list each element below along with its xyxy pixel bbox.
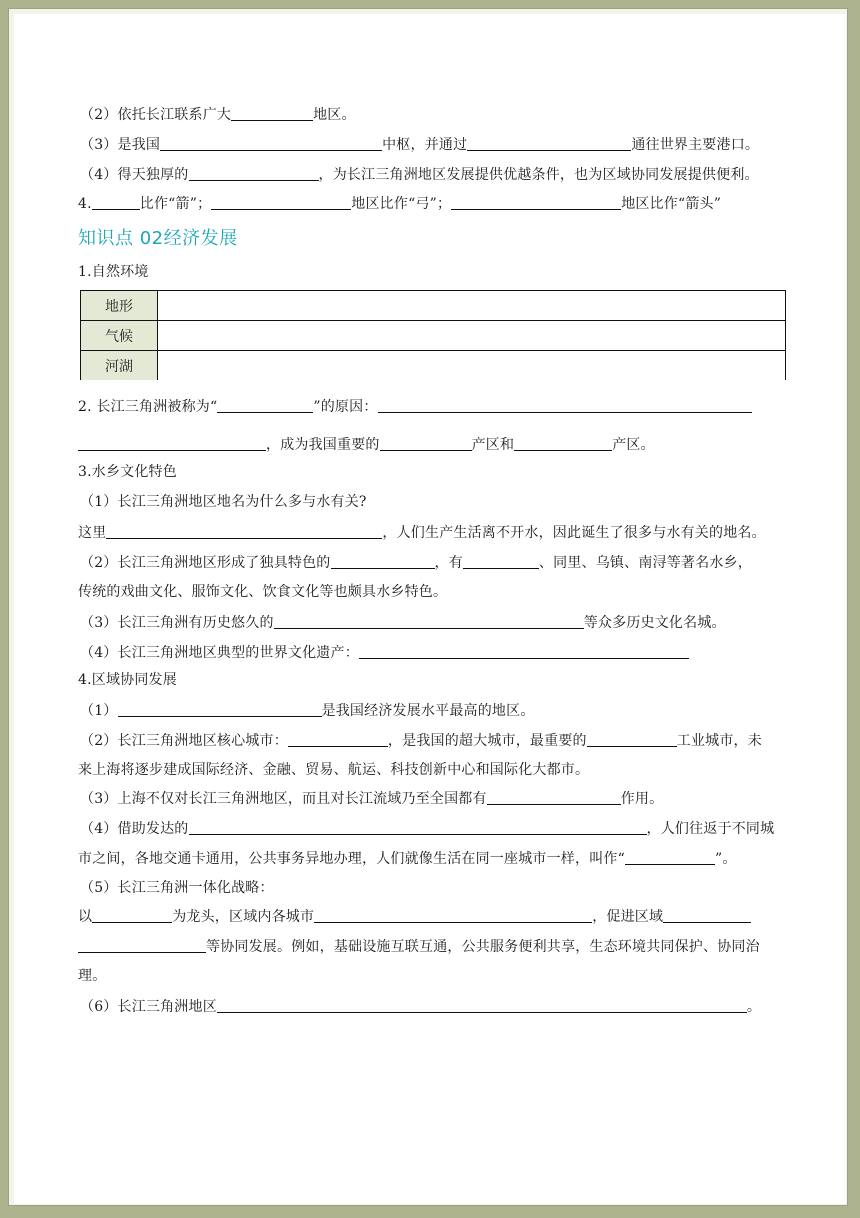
question-line: 市之间，各地交通卡通用，公共事务异地办理，人们就像生活在同一座城市一样，叫作“ ”。 — [78, 848, 737, 869]
question-line: （2）依托长江联系广大 地区。 — [80, 104, 356, 125]
answer-blank[interactable] — [189, 164, 319, 181]
question-line: （4）借助发达的 ，人们往返于不同城 — [80, 818, 774, 839]
question-line: 这里 ，人们生产生活离不开水，因此诞生了很多与水有关的地名。 — [78, 522, 766, 543]
answer-blank[interactable] — [467, 134, 631, 151]
answer-blank[interactable] — [514, 434, 612, 451]
question-line: 理。 — [78, 968, 107, 984]
question-line: 来上海将逐步建成国际经济、金融、贸易、航运、科技创新中心和国际化大都市。 — [78, 762, 590, 778]
answer-blank[interactable] — [274, 612, 584, 629]
question-line: （5）长江三角洲一体化战略： — [80, 880, 274, 896]
row-label: 地形 — [81, 291, 158, 321]
answer-blank[interactable] — [663, 906, 751, 923]
section-heading: 知识点 02经济发展 — [78, 228, 238, 249]
question-line: （4）得天独厚的 ，为长江三角洲地区发展提供优越条件，也为区域协同发展提供便利。 — [80, 164, 759, 185]
question-line: （2）长江三角洲地区核心城市： ，是我国的超大城市，最重要的 工业城市，未 — [80, 730, 762, 751]
answer-blank[interactable] — [359, 642, 689, 659]
question-line: （3）上海不仅对长江三角洲地区，而且对长江流域乃至全国都有 作用。 — [80, 788, 663, 809]
question-line: （4）长江三角洲地区典型的世界文化遗产： — [80, 642, 689, 663]
answer-blank[interactable] — [106, 522, 382, 539]
answer-blank[interactable] — [217, 396, 313, 413]
answer-blank[interactable] — [587, 730, 677, 747]
subsection-title: 4.区域协同发展 — [78, 672, 177, 688]
answer-blank[interactable] — [463, 552, 539, 569]
answer-blank[interactable] — [78, 434, 266, 451]
question-line: 以 为龙头，区域内各城市 ，促进区域 — [78, 906, 751, 927]
answer-cell[interactable] — [158, 321, 786, 351]
table-row — [81, 291, 786, 321]
question-line: 等协同发展。例如，基础设施互联互通，公共服务便利共享，生态环境共同保护、协同治 — [78, 936, 760, 957]
row-label: 河湖 — [81, 351, 158, 381]
question-line: 2. 长江三角洲被称为“ ”的原因： — [78, 396, 752, 417]
answer-blank[interactable] — [92, 906, 172, 923]
answer-cell[interactable] — [158, 351, 786, 381]
environment-table — [80, 290, 786, 380]
answer-cell[interactable] — [158, 291, 786, 321]
question-line: （3）是我国 中枢，并通过 通往世界主要港口。 — [80, 134, 759, 155]
answer-blank[interactable] — [92, 193, 140, 210]
answer-blank[interactable] — [380, 434, 472, 451]
subsection-title: 3.水乡文化特色 — [78, 464, 177, 480]
question-line: 4. 比作“箭”； 地区比作“弓”； 地区比作“箭头” — [78, 193, 721, 214]
answer-blank[interactable] — [78, 936, 206, 953]
answer-blank[interactable] — [314, 906, 592, 923]
answer-blank[interactable] — [378, 396, 752, 413]
question-line: ，成为我国重要的 产区和 产区。 — [78, 434, 655, 455]
answer-blank[interactable] — [189, 818, 647, 835]
answer-blank[interactable] — [160, 134, 382, 151]
answer-blank[interactable] — [217, 996, 747, 1013]
answer-blank[interactable] — [625, 848, 715, 865]
answer-blank[interactable] — [211, 193, 351, 210]
table-row — [81, 351, 786, 381]
answer-blank[interactable] — [451, 193, 621, 210]
answer-blank[interactable] — [487, 788, 621, 805]
answer-blank[interactable] — [331, 552, 435, 569]
answer-blank[interactable] — [118, 700, 322, 717]
question-line: 传统的戏曲文化、服饰文化、饮食文化等也颇具水乡特色。 — [78, 584, 448, 600]
table-row — [81, 321, 786, 351]
answer-blank[interactable] — [231, 104, 313, 121]
question-line: （1） 是我国经济发展水平最高的地区。 — [80, 700, 535, 721]
question-line: （3）长江三角洲有历史悠久的 等众多历史文化名城。 — [80, 612, 726, 633]
row-label: 气候 — [81, 321, 158, 351]
question-line: （2）长江三角洲地区形成了独具特色的 ，有 、同里、乌镇、南浔等著名水乡， — [80, 552, 752, 573]
question-line: （6）长江三角洲地区 。 — [80, 996, 761, 1017]
question-line: （1）长江三角洲地区地名为什么多与水有关? — [80, 494, 367, 510]
answer-blank[interactable] — [288, 730, 388, 747]
subsection-title: 1.自然环境 — [78, 264, 149, 280]
